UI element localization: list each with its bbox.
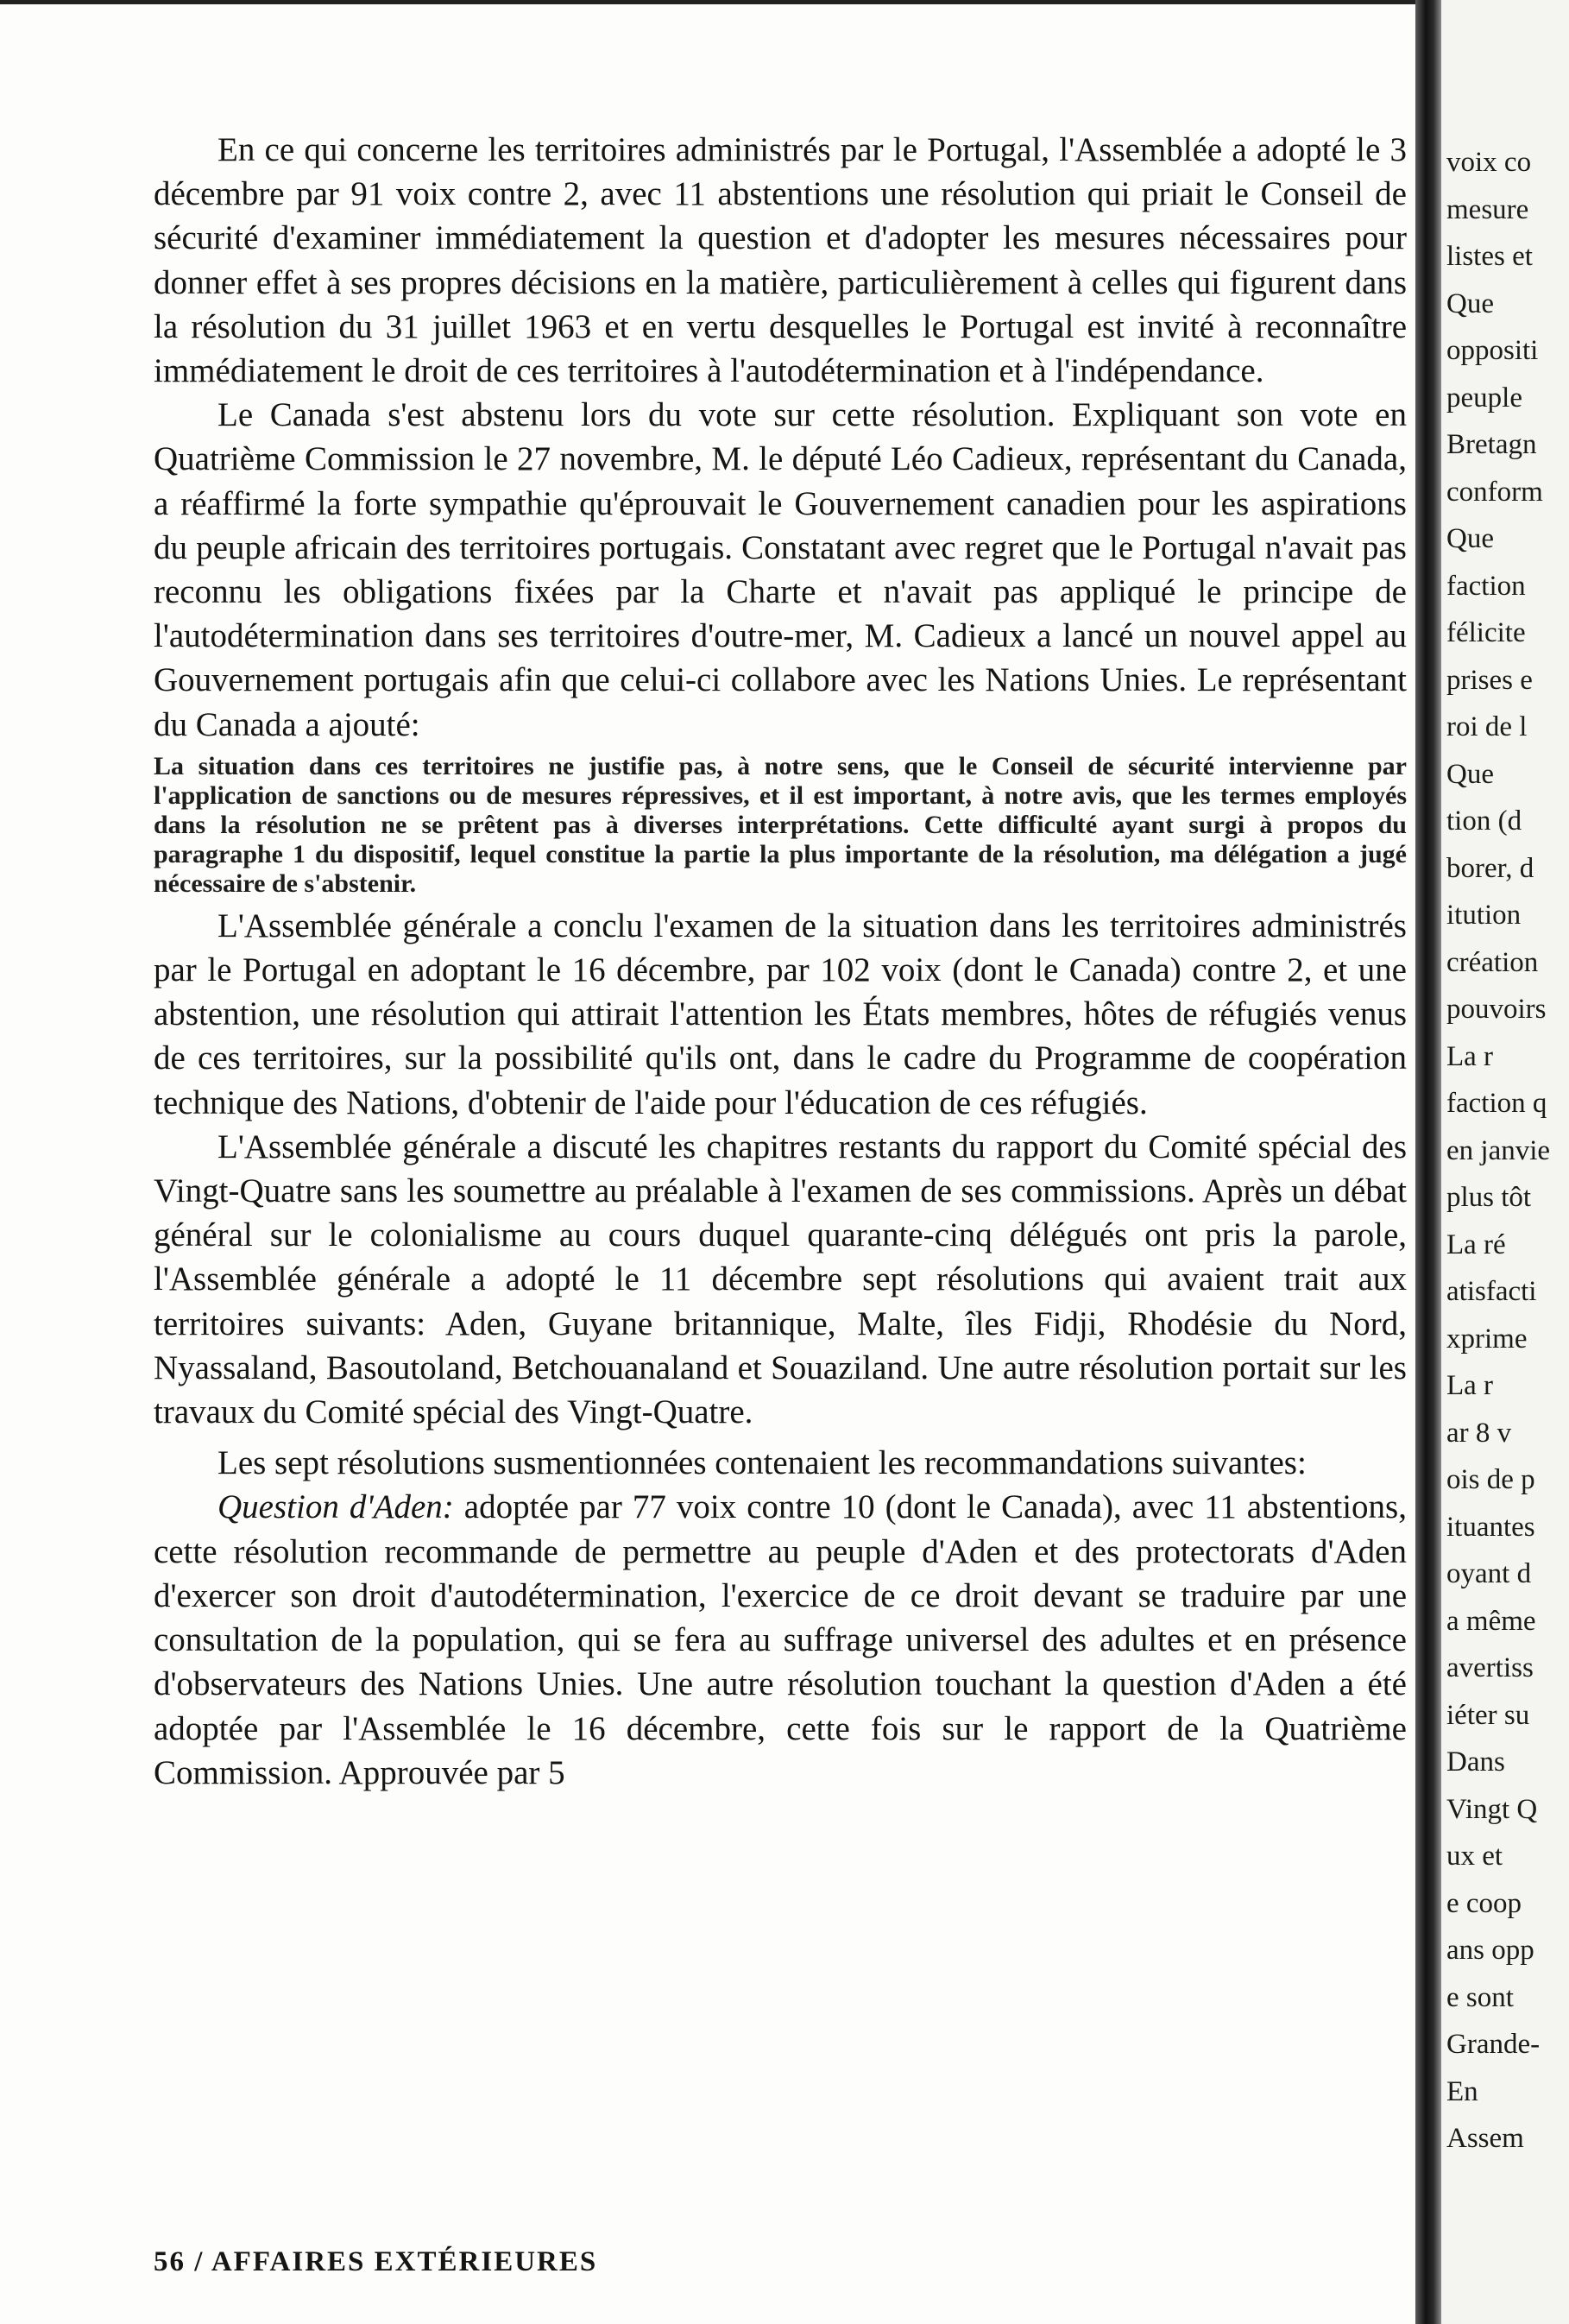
adjacent-page-line: roi de l — [1446, 711, 1528, 742]
adjacent-page-line: Que — [1446, 287, 1494, 319]
adjacent-page-line: Que — [1446, 523, 1494, 554]
adjacent-page-line: La r — [1446, 1370, 1494, 1401]
adjacent-page-line: création — [1446, 946, 1539, 978]
adjacent-page-line: en janvie — [1446, 1134, 1551, 1166]
adjacent-page-line: Grande- — [1446, 2029, 1541, 2060]
adjacent-page-line: ux et — [1446, 1841, 1503, 1872]
adjacent-page-line: Assem — [1446, 2123, 1524, 2154]
adjacent-page-line: félicite — [1446, 617, 1526, 648]
adjacent-page-line: oyant d — [1446, 1558, 1532, 1589]
adjacent-page-line: La r — [1446, 1040, 1494, 1072]
adjacent-page-line: En — [1446, 2075, 1478, 2107]
adjacent-page-line: conform — [1446, 476, 1543, 508]
main-text-column — [154, 128, 1407, 1795]
adjacent-page-line: peuple — [1446, 382, 1522, 414]
adjacent-page-line: Dans — [1446, 1746, 1505, 1778]
adjacent-page-line: xprime — [1446, 1323, 1528, 1355]
adjacent-page-line: listes et — [1446, 241, 1533, 272]
adjacent-page-line: ans opp — [1446, 1935, 1534, 1966]
paragraph-aden — [154, 1485, 1407, 1794]
adjacent-page-line: e sont — [1446, 1981, 1514, 2013]
adjacent-page-line: a même — [1446, 1605, 1536, 1637]
paragraph-canada-vote: Le Canada s'est abstenu lors du vote sur cette résolution. Expliquant son vote en Quatrième Commission le 27 novembre, M. le député Léo Cadieux, représentant du Canada, a réaffirmé la forte sympathie qu'éprouvait le Gouvernement canadien pour les aspirations du peuple africain des territoires portugais. Constatant avec regret que le Portugal n'avait pas reconnu les obligations fixées par la Charte et n'avait pas appliqué le principe de l'autodétermination dans ses territoires d'outre-mer, M. Cadieux a lancé un nouvel appel au Gouvernement portugais afin que celui-ci collabore avec les Nations Unies. Le représentant du Canada a ajouté: — [154, 396, 1407, 743]
adjacent-page-line: voix co — [1446, 147, 1532, 178]
adjacent-page-line: faction q — [1446, 1088, 1547, 1119]
adjacent-page-line: oppositi — [1446, 335, 1539, 366]
paragraph-portugal: En ce qui concerne les territoires administrés par le Portugal, l'Assemblée a adopté le 3 décembre par 91 voix contre 2, avec 11 abstentions une résolution qui priait le Conseil de sécurité d'examiner immédiatement la question et d'adopter les mesures nécessaires pour donner effet à ses propres décisions en la matière, particulièrement à celles qui figurent dans la résolution du 31 juillet 1963 et en vertu desquelles le Portugal est invité à reconnaître immédiatement le droit de ces territoires à l'autodétermination et à l'indépendance. — [154, 131, 1407, 390]
adjacent-page-line: faction — [1446, 570, 1526, 602]
paragraph-refugies: L'Assemblée générale a conclu l'examen de la situation dans les territoires administrés par le Portugal en adoptant le 16 décembre, par 102 voix (dont le Canada) contre 2, et une abstention, une résolution qui attirait l'attention les États membres, hôtes de réfugiés venus de ces territoires, sur la possibilité qu'ils ont, dans le cadre du Programme de coopération technique des Nations, d'obtenir de l'aide pour l'éducation de ces réfugiés. — [154, 906, 1407, 1121]
adjacent-page-line: borer, d — [1446, 852, 1534, 884]
page-top-edge — [0, 0, 1424, 4]
adjacent-page-line: mesure — [1446, 193, 1529, 225]
adjacent-page-line: ituantes — [1446, 1511, 1535, 1543]
aden-heading: Question d'Aden: — [217, 1488, 454, 1526]
adjacent-page-line: e coop — [1446, 1887, 1522, 1919]
adjacent-page-line: ar 8 v — [1446, 1417, 1512, 1449]
block-quote-cadieux: La situation dans ces territoires ne justifie pas, à notre sens, que le Conseil de sécurité intervienne par l'application de sanctions ou de mesures répressives, et il est important, à notre avis, que les termes employés dans la résolution ne se prêtent pas à diverses interprétations. Cette difficulté ayant surgi à propos du paragraphe 1 du dispositif, lequel constitue la partie la plus importante de la résolution, ma délégation a jugé nécessaire de s'abstenir. — [154, 751, 1407, 898]
page-footer: 56 / AFFAIRES EXTÉRIEURES — [154, 2246, 598, 2277]
adjacent-page-line: avertiss — [1446, 1652, 1534, 1683]
paragraph-recommandations: Les sept résolutions susmentionnées contenaient les recommandations suivantes: — [217, 1444, 1307, 1482]
aden-text: adoptée par 77 voix contre 10 (dont le Canada), avec 11 abstentions, cette résolution recommande de permettre au peuple d'Aden et des protectorats d'Aden d'exercer son droit d'autodétermination, l'exercice de ce droit devant se traduire par une consultation de la population, qui se fera au suffrage universel des adultes et en présence d'observateurs des Nations Unies. Une autre résolution touchant la question d'Aden a été adoptée par l'Assemblée le 16 décembre, cette fois sur le rapport de la Quatrième Commission. Approuvée par 5 — [154, 1488, 1407, 1791]
adjacent-page-line: atisfacti — [1446, 1276, 1537, 1307]
adjacent-page-line: Que — [1446, 758, 1494, 790]
adjacent-page-line: prises e — [1446, 664, 1533, 696]
adjacent-page-line: tion (d — [1446, 805, 1522, 837]
adjacent-page-line: La ré — [1446, 1228, 1506, 1260]
binding-gutter — [1415, 0, 1441, 2324]
adjacent-page-line: Vingt Q — [1446, 1793, 1538, 1825]
adjacent-page-line: plus tôt — [1446, 1182, 1532, 1213]
adjacent-page-line: pouvoirs — [1446, 994, 1547, 1025]
paragraph-comite-special: L'Assemblée générale a discuté les chapitres restants du rapport du Comité spécial des Vingt-Quatre sans les soumettre au préalable à l'examen de ses commissions. Après un débat général sur le colonialisme au cours duquel quarante-cinq délégués ont pris la parole, l'Assemblée générale a adopté le 11 décembre sept résolutions qui avaient trait aux territoires suivants: Aden, Guyane britannique, Malte, îles Fidji, Rhodésie du Nord, Nyassaland, Basoutoland, Betchouanaland et Souaziland. Une autre résolution portait sur les travaux du Comité spécial des Vingt-Quatre. — [154, 1127, 1407, 1431]
adjacent-page-line: itution — [1446, 900, 1522, 931]
adjacent-page-line: ois de p — [1446, 1464, 1535, 1495]
adjacent-page-fragment — [1441, 0, 1569, 2324]
adjacent-page-line: iéter su — [1446, 1699, 1530, 1731]
adjacent-page-line: Bretagn — [1446, 429, 1537, 460]
